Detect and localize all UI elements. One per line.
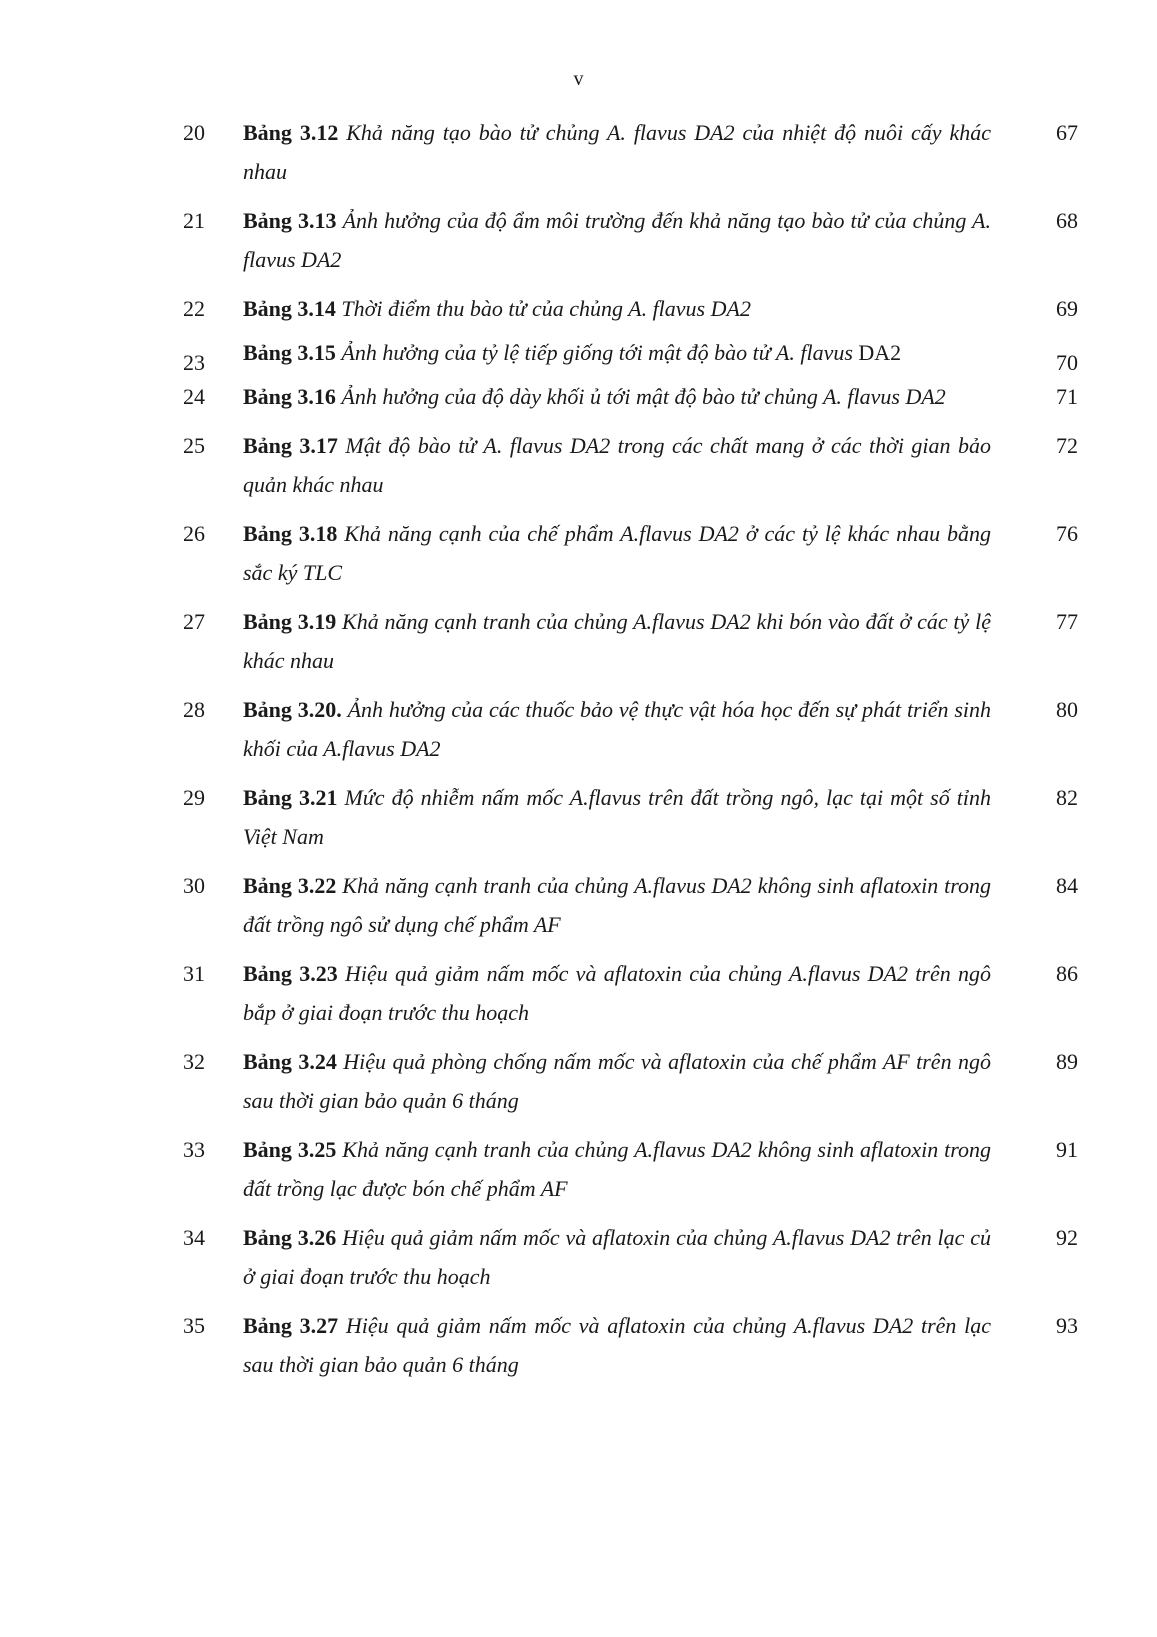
entry-title-tail: DA2 [858, 340, 902, 365]
entry-title: Mật độ bào tử A. flavus DA2 trong các chất mang ở các thời gian bảo quản khác nhau [243, 433, 991, 497]
entry-title: Khả năng tạo bào tử chủng A. flavus DA2 của nhiệt độ nuôi cấy khác nhau [243, 120, 991, 184]
entry-label: Bảng 3.22 [243, 873, 337, 898]
list-item [0, 690, 1157, 768]
entry-label: Bảng 3.27 [243, 1313, 339, 1338]
entry-title: Khả năng cạnh tranh của chủng A.flavus DA2 không sinh aflatoxin trong đất trồng ngô sử dụng chế phẩm AF [243, 873, 992, 937]
entry-title: Ảnh hưởng của các thuốc bảo vệ thực vật hóa học đến sự phát triển sinh khối của A.flavus DA2 [243, 697, 991, 761]
entry-page: 89 [1056, 1049, 1078, 1074]
entry-page: 92 [1056, 1225, 1078, 1250]
entry-number: 32 [183, 1049, 205, 1074]
entry-page: 76 [1056, 521, 1078, 546]
entry-number: 25 [183, 433, 205, 458]
entry-number: 28 [183, 697, 205, 722]
entry-page: 72 [1056, 433, 1078, 458]
entry-number: 22 [183, 296, 205, 321]
list-item [0, 426, 1157, 504]
list-item [0, 333, 1157, 375]
entry-page: 91 [1056, 1137, 1078, 1162]
entry-title: Mức độ nhiễm nấm mốc A.flavus trên đất trồng ngô, lạc tại một số tỉnh Việt Nam [243, 785, 991, 849]
entry-page: 70 [1056, 350, 1078, 375]
entry-number: 30 [183, 873, 205, 898]
entry-title: Hiệu quả phòng chống nấm mốc và aflatoxin của chế phẩm AF trên ngô sau thời gian bảo quản 6 tháng [243, 1049, 991, 1113]
entry-number: 29 [183, 785, 205, 810]
list-item [0, 1130, 1157, 1208]
entry-page: 69 [1056, 296, 1078, 321]
entry-label: Bảng 3.20. [243, 697, 342, 722]
entry-label: Bảng 3.17 [243, 433, 338, 458]
entry-page: 67 [1056, 120, 1078, 145]
entry-title: Khả năng cạnh tranh của chủng A.flavus DA2 không sinh aflatoxin trong đất trồng lạc được bón chế phẩm AF [243, 1137, 992, 1201]
page-number: v [573, 68, 584, 90]
list-item [0, 201, 1157, 279]
entry-label: Bảng 3.13 [243, 208, 337, 233]
entry-title: Hiệu quả giảm nấm mốc và aflatoxin của chủng A.flavus DA2 trên lạc củ ở giai đoạn trước thu hoạch [243, 1225, 992, 1289]
entry-number: 21 [183, 208, 205, 233]
entry-label: Bảng 3.24 [243, 1049, 337, 1074]
entry-number: 23 [183, 350, 205, 375]
entry-number: 31 [183, 961, 205, 986]
list-item [0, 778, 1157, 856]
entry-label: Bảng 3.16 [243, 384, 336, 409]
entry-number: 35 [183, 1313, 205, 1338]
entry-page: 86 [1056, 961, 1078, 986]
entry-title: Khả năng cạnh của chế phẩm A.flavus DA2 ở các tỷ lệ khác nhau bằng sắc ký TLC [243, 521, 991, 585]
entry-number: 26 [183, 521, 205, 546]
entry-page: 80 [1056, 697, 1078, 722]
entry-label: Bảng 3.25 [243, 1137, 337, 1162]
entry-label: Bảng 3.23 [243, 961, 338, 986]
list-item [0, 1042, 1157, 1120]
entry-page: 93 [1056, 1313, 1078, 1338]
entry-number: 20 [183, 120, 205, 145]
entry-number: 24 [183, 384, 205, 409]
entry-page: 68 [1056, 208, 1078, 233]
entry-number: 33 [183, 1137, 205, 1162]
entry-title: Ảnh hưởng của tỷ lệ tiếp giống tới mật độ bào tử A. flavus [341, 340, 853, 365]
list-item [0, 602, 1157, 680]
table-list [0, 113, 1157, 1394]
entry-label: Bảng 3.12 [243, 120, 339, 145]
entry-page: 71 [1056, 384, 1078, 409]
entry-title: Thời điểm thu bào tử của chủng A. flavus DA2 [341, 296, 751, 321]
entry-page: 82 [1056, 785, 1078, 810]
entry-title: Ảnh hưởng của độ dày khối ủ tới mật độ bào tử chủng A. flavus DA2 [341, 384, 946, 409]
entry-title: Hiệu quả giảm nấm mốc và aflatoxin của chủng A.flavus DA2 trên lạc sau thời gian bảo quản 6 tháng [243, 1313, 992, 1377]
entry-label: Bảng 3.18 [243, 521, 338, 546]
list-item [0, 1306, 1157, 1384]
entry-label: Bảng 3.26 [243, 1225, 337, 1250]
entry-page: 84 [1056, 873, 1078, 898]
entry-label: Bảng 3.14 [243, 296, 336, 321]
list-item [0, 1218, 1157, 1296]
entry-title: Khả năng cạnh tranh của chủng A.flavus DA2 khi bón vào đất ở các tỷ lệ khác nhau [243, 609, 991, 673]
list-item [0, 514, 1157, 592]
entry-title: Hiệu quả giảm nấm mốc và aflatoxin của chủng A.flavus DA2 trên ngô bắp ở giai đoạn trước thu hoạch [243, 961, 992, 1025]
entry-number: 34 [183, 1225, 205, 1250]
list-item [0, 289, 1157, 328]
list-item [0, 954, 1157, 1032]
list-item [0, 866, 1157, 944]
entry-title: Ảnh hưởng của độ ẩm môi trường đến khả năng tạo bào tử của chủng A. flavus DA2 [243, 208, 991, 272]
list-item [0, 113, 1157, 191]
entry-number: 27 [183, 609, 205, 634]
entry-label: Bảng 3.19 [243, 609, 337, 634]
list-item [0, 377, 1157, 416]
entry-label: Bảng 3.15 [243, 340, 336, 365]
entry-label: Bảng 3.21 [243, 785, 338, 810]
entry-page: 77 [1056, 609, 1078, 634]
